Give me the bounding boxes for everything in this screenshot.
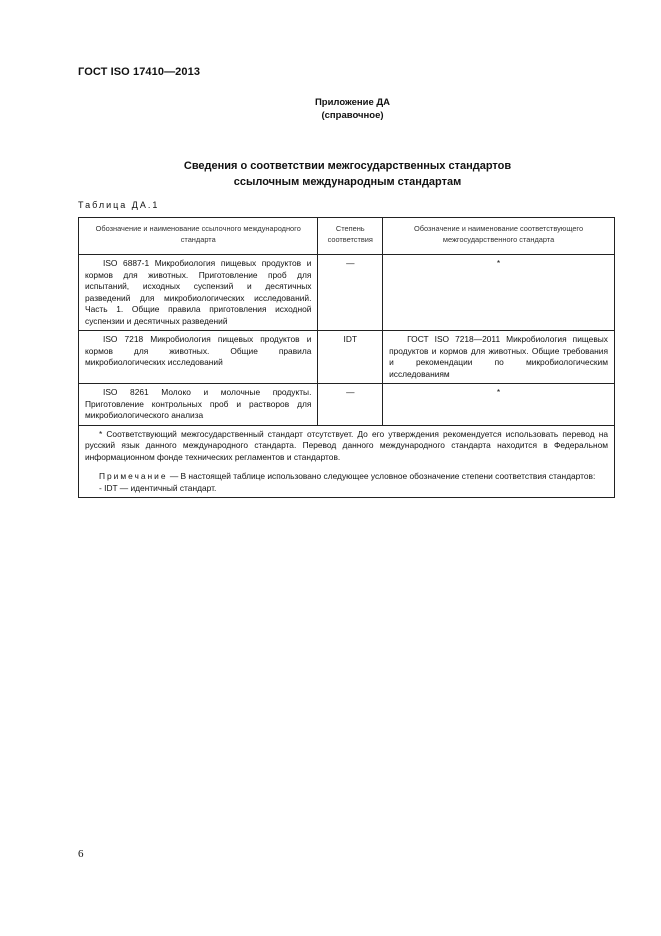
appendix-heading [0,96,661,122]
reference-standard-cell: ISO 7218 Микробиология пищевых продуктов и кормов для животных. Общие правила микробиологических исследований [79,331,318,384]
table-row [79,255,615,331]
table-footer [79,425,615,498]
national-standard-cell: * [383,384,615,426]
table-header-row [79,218,615,255]
table-row [79,331,615,384]
note-paragraph [85,471,608,483]
reference-standard-cell: ISO 8261 Молоко и молочные продукты. Приготовление контрольных проб и растворов для микробиологического анализа [79,384,318,426]
degree-cell: — [318,384,383,426]
header-degree: Степень соответствия [318,218,383,255]
section-title [0,158,661,190]
page-number: 6 [78,848,84,860]
table-footer-row [79,425,615,498]
note-item: - IDT — идентичный стандарт. [99,482,217,493]
degree-cell: — [318,255,383,331]
note-text: — В настоящей таблице использовано следующее условное обозначение степени соответствия стандартов: [169,471,596,482]
correspondence-table [78,217,615,498]
footnote-text: * Соответствующий межгосударственный стандарт отсутствует. До его утверждения рекомендуется использовать перевод на русский язык данного международного стандарта. Перевод данного международного стандарта находится в Федеральном информационном фонде технических регламентов и стандартов. [85,428,608,462]
note-label: Примечание [99,471,168,482]
table-label: Таблица ДА.1 [78,200,160,210]
table-row [79,384,615,426]
header-reference-standard: Обозначение и наименование ссылочного международного стандарта [79,218,318,255]
document-header: ГОСТ ISO 17410—2013 [78,66,201,78]
section-title-line-1: Сведения о соответствии межгосударственных стандартов [183,160,512,172]
section-title-line-2: ссылочным международным стандартам [233,176,462,188]
reference-standard-cell: ISO 6887-1 Микробиология пищевых продуктов и кормов для животных. Приготовление проб для испытаний, исходных суспензий и десятичных разведений для микробиологических исследований. Часть 1. Общие правила приготовления исходной суспензии и десятичных разведений [79,255,318,331]
national-standard-cell: * [383,255,615,331]
degree-cell: IDT [318,331,383,384]
national-standard-cell: ГОСТ ISO 7218—2011 Микробиология пищевых продуктов и кормов для животных. Общие требования и рекомендации по микробиологическим исследованиям [383,331,615,384]
appendix-title: Приложение ДА [314,97,391,108]
appendix-subtitle: (справочное) [321,110,384,121]
header-national-standard: Обозначение и наименование соответствующего межгосударственного стандарта [383,218,615,255]
